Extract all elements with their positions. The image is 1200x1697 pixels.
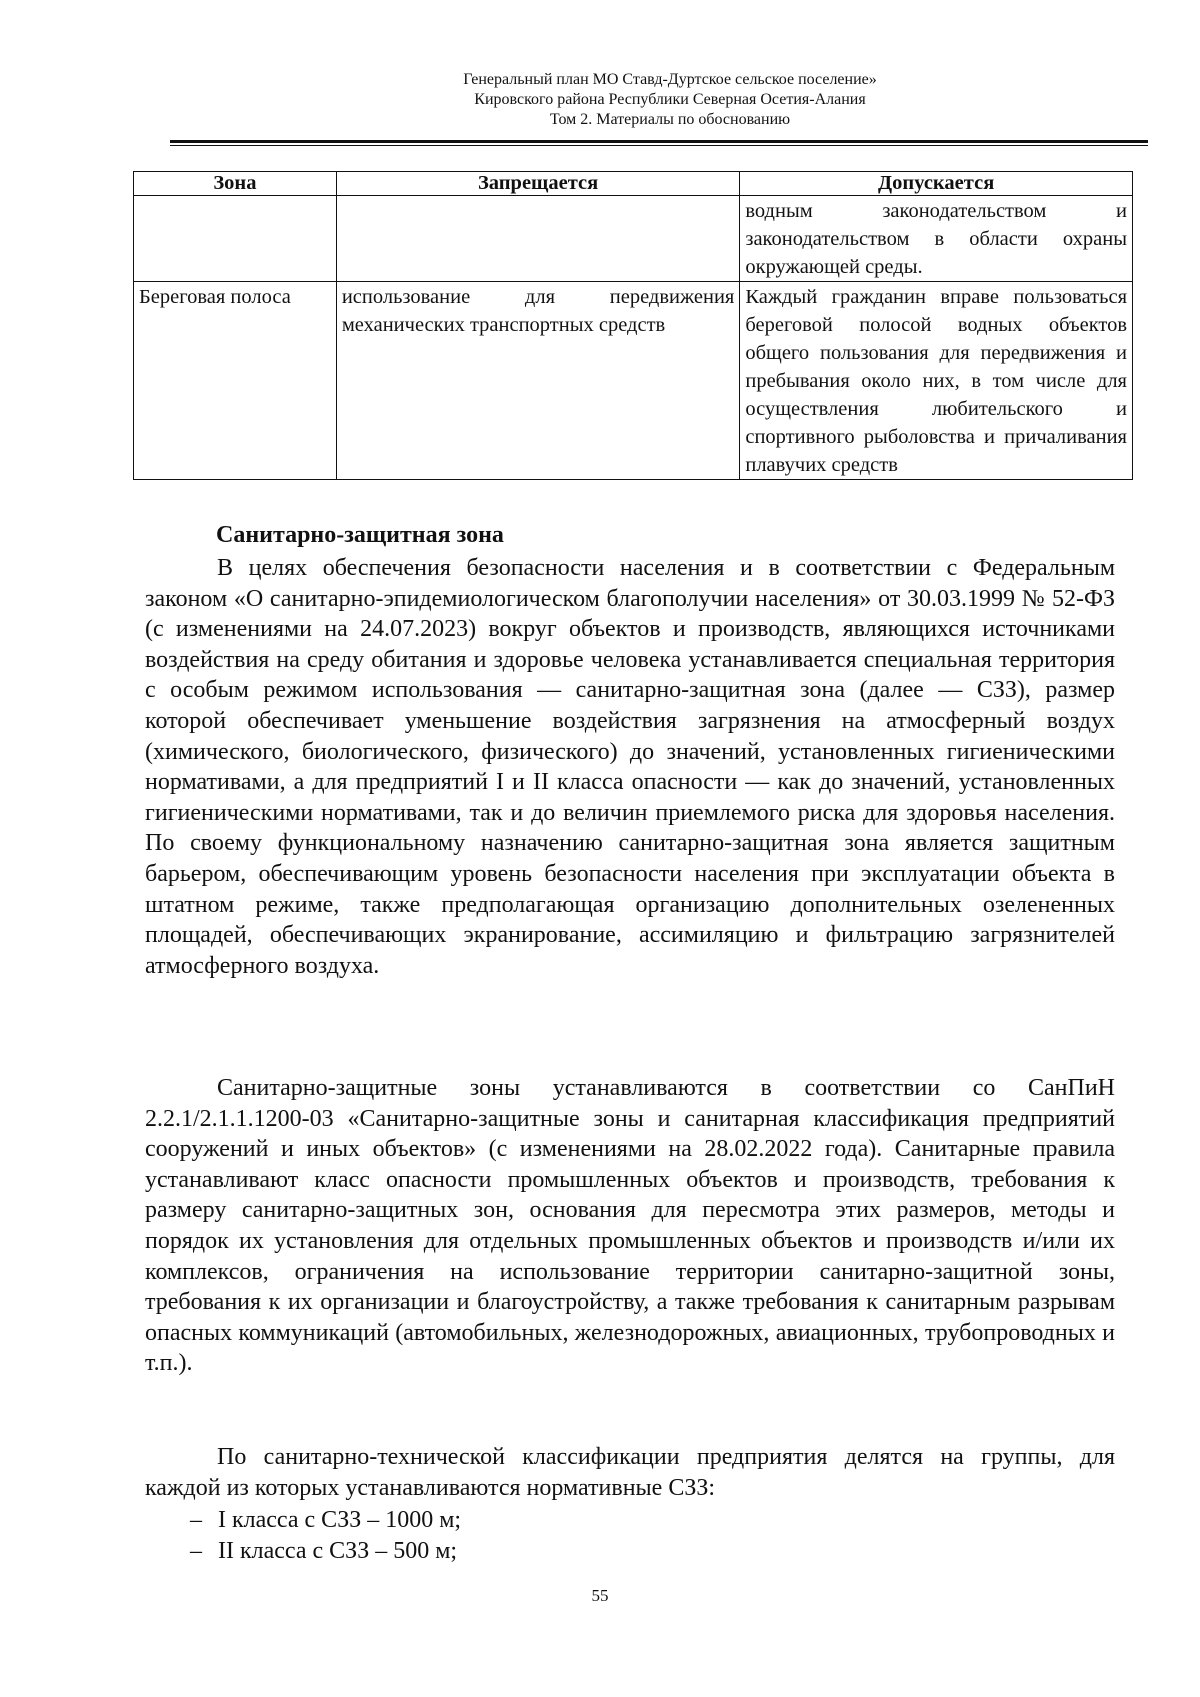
cell-zone: Береговая полоса xyxy=(134,282,337,480)
paragraph xyxy=(145,1442,1115,1503)
cell-forbidden xyxy=(336,196,740,282)
cell-allowed: Каждый гражданин вправе пользоваться береговой полосой водных объектов общего пользования для передвижения и пребывания около них, в том числе для осуществления любительского и спортивного рыболовства и причаливания плавучих средств xyxy=(740,282,1133,480)
column-header-forbidden: Запрещается xyxy=(336,172,740,196)
list-item-text: I класса с СЗЗ – 1000 м; xyxy=(218,1507,462,1533)
paragraph xyxy=(145,553,1115,981)
running-header xyxy=(170,70,1170,130)
header-line-2: Кировского района Республики Северная Осетия-Алания xyxy=(474,91,866,108)
paragraph-text: По санитарно-технической классификации предприятия делятся на группы, для каждой из которых устанавливаются нормативные СЗЗ: xyxy=(145,1444,1115,1501)
column-header-zone: Зона xyxy=(134,172,337,196)
table-row xyxy=(134,196,1133,282)
table-row xyxy=(134,282,1133,480)
paragraph-text: В целях обеспечения безопасности населения и в соответствии с Федеральным законом «О санитарно-эпидемиологическом благополучии населения» от 30.03.1999 № 52-ФЗ (с изменениями на 24.07.2023) вокруг объектов и производств, являющихся источниками воздействия на среду обитания и здоровье человека устанавливается специальная территория с особым режимом использования — санитарно-защитная зона (далее — СЗЗ), размер которой обеспечивает уменьшение воздействия загрязнения на атмосферный воздух (химического, биологического, физического) до значений, установленных гигиеническими нормативами, а для предприятий I и II класса опасности — как до значений, установленных гигиеническими нормативами, так и до величин приемлемого риска для здоровья населения. По своему функциональному назначению санитарно-защитная зона является защитным барьером, обеспечивающим уровень безопасности населения при эксплуатации объекта в штатном режиме, также предполагающая организацию дополнительных озелененных площадей, обеспечивающих экранирование, ассимиляцию и фильтрацию загрязнителей атмосферного воздуха. xyxy=(145,555,1115,979)
cell-allowed: водным законодательством и законодательством в области охраны окружающей среды. xyxy=(740,196,1133,282)
list-marker: – xyxy=(190,1507,202,1533)
list-item-text: II класса с СЗЗ – 500 м; xyxy=(218,1538,458,1564)
zones-table xyxy=(133,171,1133,480)
cell-zone xyxy=(134,196,337,282)
list-marker: – xyxy=(190,1538,202,1564)
table-header-row xyxy=(134,172,1133,196)
header-rule-thick xyxy=(170,140,1148,143)
column-header-allowed: Допускается xyxy=(740,172,1133,196)
header-line-3: Том 2. Материалы по обоснованию xyxy=(549,111,791,128)
cell-forbidden: использование для передвижения механических транспортных средств xyxy=(336,282,740,480)
header-line-1: Генеральный план МО Ставд-Дуртское сельское поселение» xyxy=(463,71,877,88)
list-item xyxy=(190,1505,461,1536)
paragraph xyxy=(145,1073,1115,1379)
header-rule-thin xyxy=(170,145,1148,146)
paragraph-text: Санитарно-защитные зоны устанавливаются в соответствии со СанПиН 2.2.1/2.1.1.1200-03 «Санитарно-защитные зоны и санитарная классификация предприятий сооружений и иных объектов» (с изменениями на 28.02.2022 года). Санитарные правила устанавливают класс опасности промышленных объектов и производств, требования к размеру санитарно-защитных зон, основания для пересмотра этих размеров, методы и порядок их установления для отдельных промышленных объектов и производств и/или их комплексов, ограничения на использование территории санитарно-защитной зоны, требования к их организации и благоустройству, а также требования к санитарным разрывам опасных коммуникаций (автомобильных, железнодорожных, авиационных, трубопроводных и т.п.). xyxy=(145,1075,1115,1377)
section-title: Санитарно-защитная зона xyxy=(216,522,504,548)
page-number: 55 xyxy=(591,1586,609,1605)
hazard-class-list xyxy=(190,1505,461,1567)
list-item xyxy=(190,1536,461,1567)
